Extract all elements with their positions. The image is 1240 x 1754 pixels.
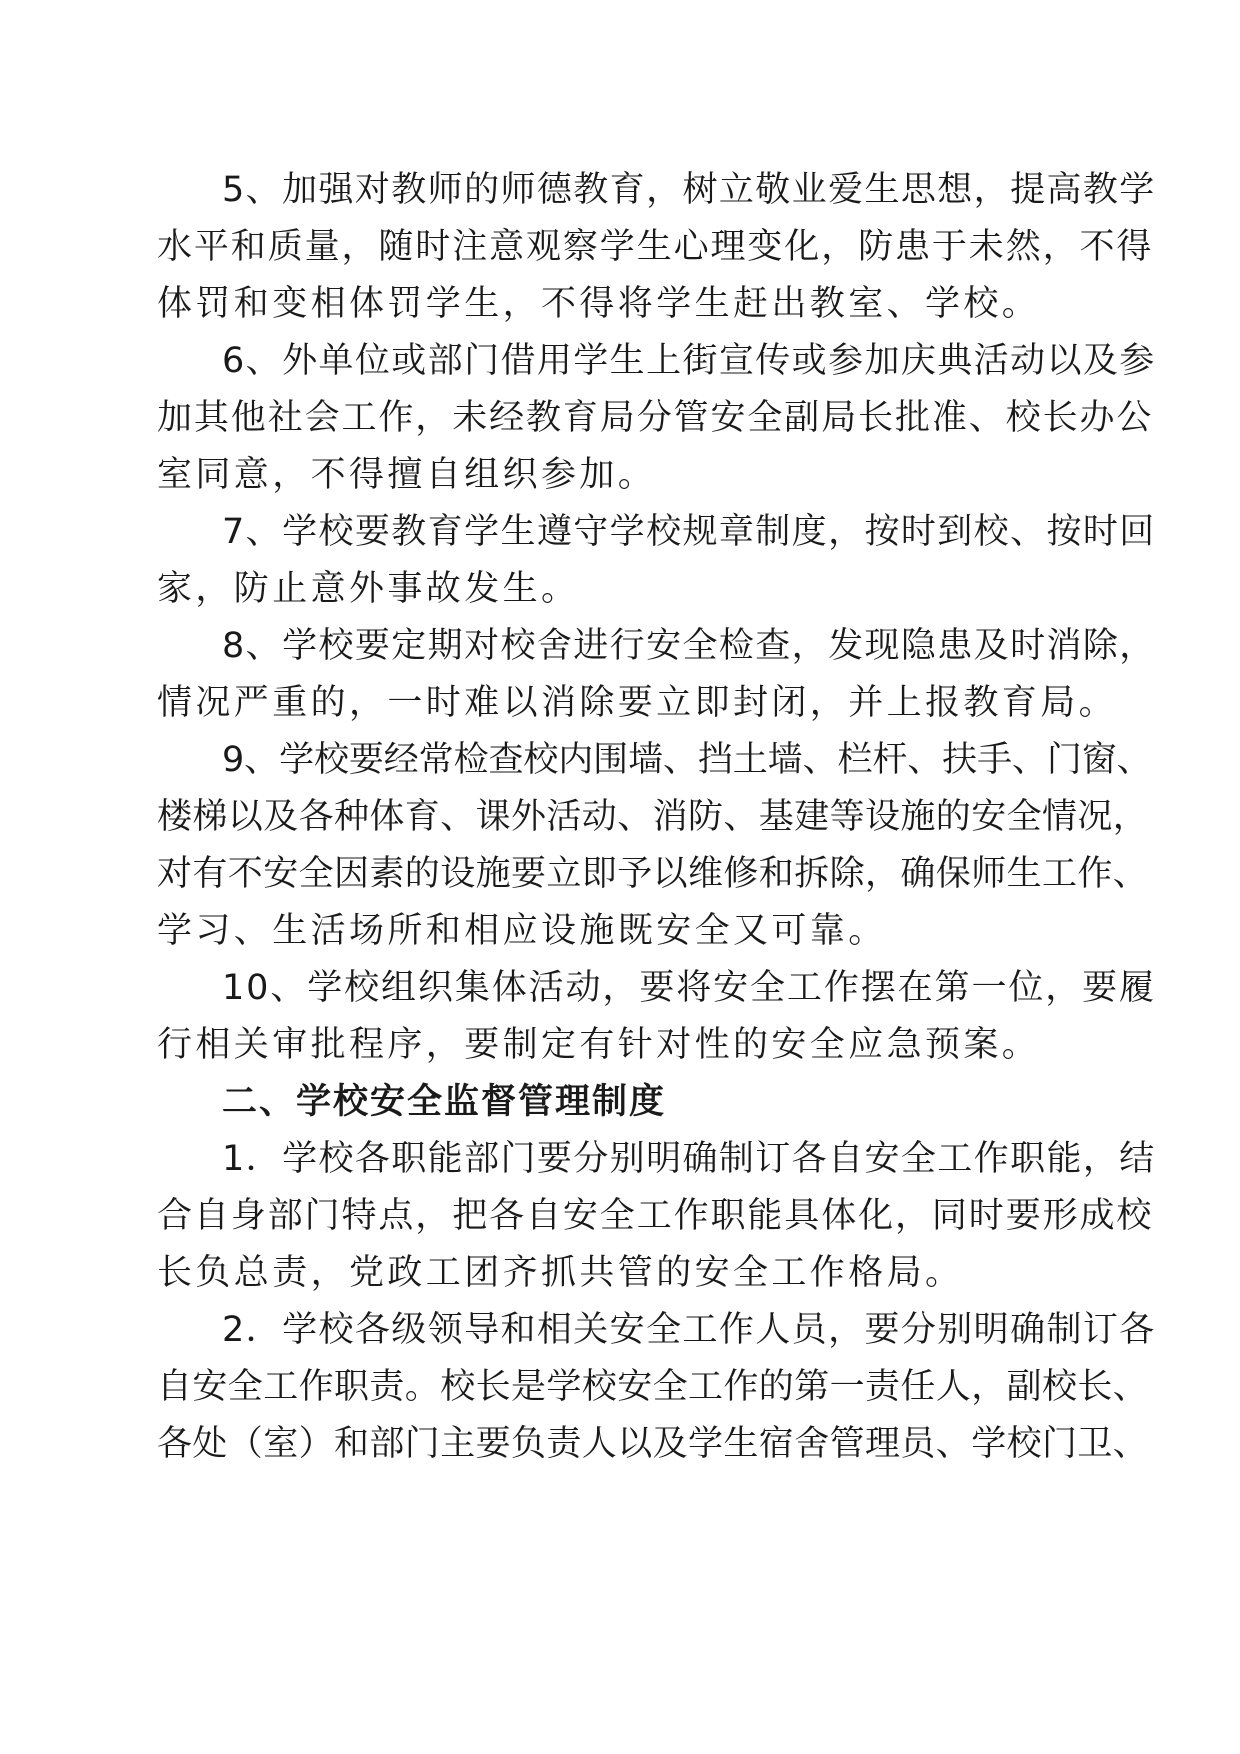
paragraph-5-line-3: 体罚和变相体罚学生，不得将学生赶出教室、学校。 xyxy=(157,284,1041,324)
paragraph-7-line-2: 家，防止意外事故发生。 xyxy=(157,569,580,609)
paragraph-s2-2-line-3: 各处（室）和部门主要负责人以及学生宿舍管理员、学校门卫、 xyxy=(157,1424,1149,1464)
paragraph-9-line-3: 对有不安全因素的设施要立即予以维修和拆除，确保师生工作、 xyxy=(157,854,1149,894)
paragraph-8-line-2: 情况严重的，一时难以消除要立即封闭，并上报教育局。 xyxy=(157,683,1118,723)
paragraph-10-line-2: 行相关审批程序，要制定有针对性的安全应急预案。 xyxy=(157,1025,1041,1065)
paragraph-s2-1-line-3: 长负总责，党政工团齐抓共管的安全工作格局。 xyxy=(157,1253,964,1293)
paragraph-5-line-2: 水平和质量，随时注意观察学生心理变化，防患于未然，不得 xyxy=(157,227,1154,267)
paragraph-6-line-2: 加其他社会工作，未经教育局分管安全副局长批准、校长办公 xyxy=(157,398,1154,438)
paragraph-6-line-3: 室同意，不得擅自组织参加。 xyxy=(157,455,657,495)
paragraph-9-line-1: 9、学校要经常检查校内围墙、挡土墙、栏杆、扶手、门窗、 xyxy=(222,740,1152,780)
paragraph-s2-2-line-1: 2．学校各级领导和相关安全工作人员，要分别明确制订各 xyxy=(222,1310,1156,1350)
paragraph-8-line-1: 8、学校要定期对校舍进行安全检查，发现隐患及时消除， xyxy=(222,626,1156,666)
paragraph-9-line-2: 楼梯以及各种体育、课外活动、消防、基建等设施的安全情况， xyxy=(157,797,1149,837)
paragraph-9-line-4: 学习、生活场所和相应设施既安全又可靠。 xyxy=(157,911,887,951)
section-heading: 二、学校安全监督管理制度 xyxy=(222,1082,667,1122)
paragraph-s2-1-line-2: 合自身部门特点，把各自安全工作职能具体化，同时要形成校 xyxy=(157,1196,1154,1236)
paragraph-5-line-1: 5、加强对教师的师德教育，树立敬业爱生思想，提高教学 xyxy=(222,170,1156,210)
paragraph-6-line-1: 6、外单位或部门借用学生上街宣传或参加庆典活动以及参 xyxy=(222,341,1156,381)
paragraph-7-line-1: 7、学校要教育学生遵守学校规章制度，按时到校、按时回 xyxy=(222,512,1156,552)
paragraph-10-line-1: 10、学校组织集体活动，要将安全工作摆在第一位，要履 xyxy=(222,968,1156,1008)
paragraph-s2-1-line-1: 1．学校各职能部门要分别明确制订各自安全工作职能，结 xyxy=(222,1139,1156,1179)
paragraph-s2-2-line-2: 自安全工作职责。校长是学校安全工作的第一责任人，副校长、 xyxy=(157,1367,1149,1407)
